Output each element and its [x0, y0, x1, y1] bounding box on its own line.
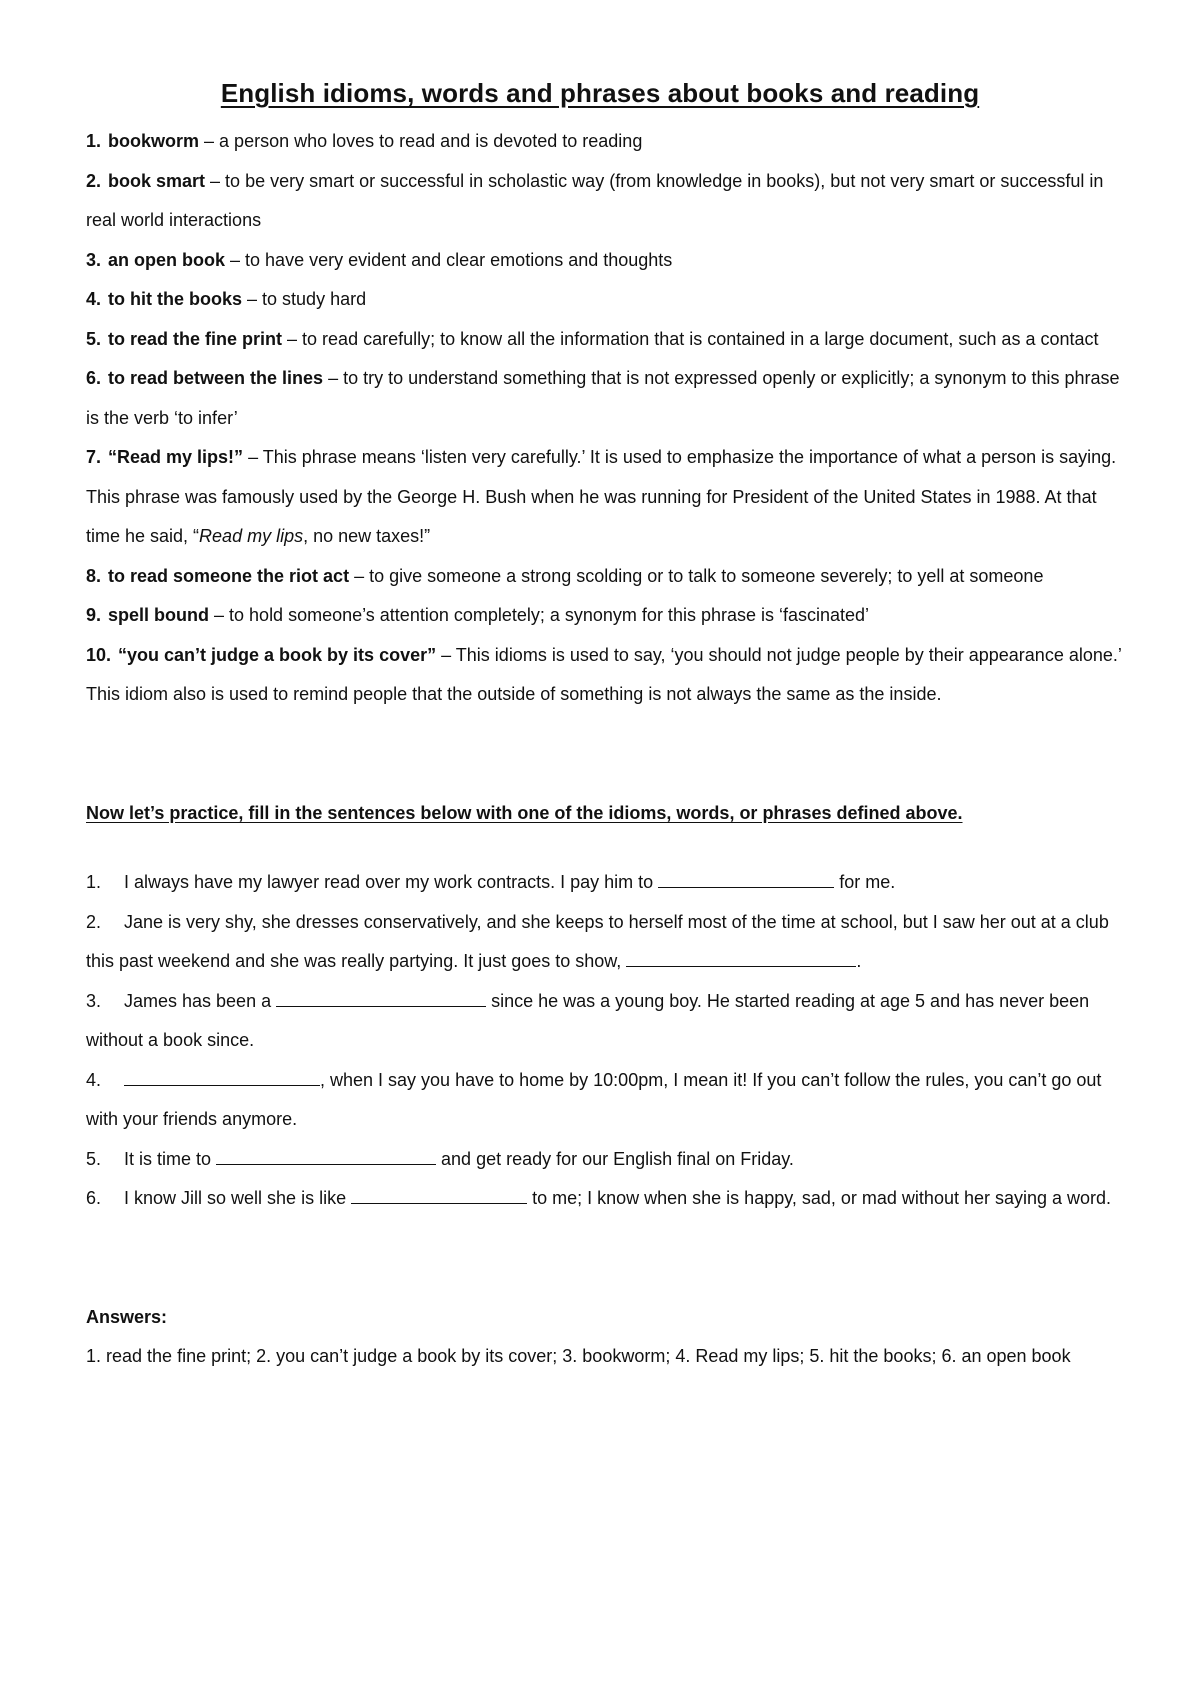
exercise-text: James has been a: [124, 990, 277, 1011]
list-item: [86, 863, 1126, 903]
item-number: 2.: [86, 170, 102, 191]
idiom-list: [86, 122, 1126, 715]
item-number: 1.: [86, 131, 102, 151]
list-item: [86, 320, 1126, 360]
item-number: 6.: [86, 368, 102, 388]
exercise-number: 2.: [86, 911, 102, 932]
exercise-text: It is time to: [124, 1148, 217, 1169]
exercise-list: [86, 863, 1126, 1219]
idiom-definition: – to have very evident and clear emotions and thoughts: [225, 249, 673, 270]
spacer: [86, 833, 1126, 863]
item-number: 3.: [86, 249, 102, 270]
item-number: 8.: [86, 565, 102, 586]
list-item: [86, 122, 1126, 162]
practice-heading: Now let’s practice, fill in the sentences below with one of the idioms, words, or phrases defined above.: [86, 802, 963, 823]
idiom-definition: – to hold someone’s attention completely; a synonym for this phrase is ‘fascinated’: [209, 605, 870, 625]
list-item: [86, 1140, 1126, 1180]
item-number: 10.: [86, 644, 112, 665]
spacer: [86, 715, 1126, 794]
idiom-term: “Read my lips!”: [108, 447, 244, 467]
list-item: [86, 162, 1126, 241]
document-body: [86, 122, 1126, 1377]
idiom-term: book smart: [108, 170, 206, 191]
spacer: [86, 1219, 1126, 1298]
list-item: [86, 557, 1126, 597]
idiom-definition: – to study hard: [242, 289, 367, 309]
idiom-term: to read between the lines: [108, 368, 324, 388]
list-item: [86, 903, 1126, 982]
exercise-text-end: to me; I know when she is happy, sad, or mad without her saying a word.: [527, 1188, 1112, 1208]
answers-label: Answers:: [86, 1306, 168, 1327]
idiom-definition: – This idioms is used to say, ‘you should not judge people by their appearance alone.’ This idiom also is used to remind people that the outside of something is not always the same as the inside.: [86, 644, 1122, 704]
idiom-term: to read someone the riot act: [108, 565, 350, 586]
exercise-number: 6.: [86, 1188, 102, 1208]
idiom-definition: – to be very smart or successful in scholastic way (from knowledge in books), but not very smart or successful in real world interactions: [86, 170, 1104, 230]
list-item: [86, 636, 1126, 715]
list-item: [86, 1179, 1126, 1219]
exercise-text-end: , when I say you have to home by 10:00pm, I mean it! If you can’t follow the rules, you can’t go out with your friends anymore.: [86, 1069, 1102, 1129]
idiom-definition: – a person who loves to read and is devoted to reading: [199, 131, 643, 151]
idiom-definition: – to read carefully; to know all the information that is contained in a large document, such as a contact: [282, 328, 1099, 349]
list-item: [86, 241, 1126, 281]
list-item: [86, 1061, 1126, 1140]
exercise-number: 4.: [86, 1069, 102, 1090]
idiom-definition-end: , no new taxes!”: [303, 526, 431, 546]
idiom-term: an open book: [108, 249, 226, 270]
fill-in-blank[interactable]: [351, 1189, 527, 1204]
exercise-text-end: since he was a young boy. He started reading at age 5 and has never been without a book since.: [86, 990, 1090, 1050]
idiom-definition: – This phrase means ‘listen very carefully.’ It is used to emphasize the importance of what a person is saying. This phrase was famously used by the George H. Bush when he was running for President of the United States in 1988. At that time he said, “: [86, 447, 1117, 546]
exercise-text: I always have my lawyer read over my work contracts. I pay him to: [124, 872, 659, 892]
idiom-definition: – to try to understand something that is not expressed openly or explicitly; a synonym to this phrase is the verb ‘to infer’: [86, 368, 1120, 428]
exercise-number: 5.: [86, 1148, 102, 1169]
exercise-number: 1.: [86, 872, 102, 892]
item-number: 4.: [86, 289, 102, 309]
idiom-term: spell bound: [108, 605, 210, 625]
idiom-quote-italic: Read my lips: [199, 526, 304, 546]
fill-in-blank[interactable]: [124, 1071, 320, 1086]
idiom-term: to read the fine print: [108, 328, 283, 349]
list-item: [86, 280, 1126, 320]
fill-in-blank[interactable]: [626, 952, 856, 967]
exercise-number: 3.: [86, 990, 102, 1011]
exercise-text: Jane is very shy, she dresses conservatively, and she keeps to herself most of the time at school, but I saw her out at a club this past weekend and she was really partying. It just goes to show,: [86, 911, 1109, 971]
idiom-term: “you can’t judge a book by its cover”: [118, 644, 437, 665]
item-number: 7.: [86, 447, 102, 467]
exercise-text: I know Jill so well she is like: [124, 1188, 352, 1208]
item-number: 9.: [86, 605, 102, 625]
idiom-term: bookworm: [108, 131, 200, 151]
list-item: [86, 982, 1126, 1061]
fill-in-blank[interactable]: [276, 992, 486, 1007]
fill-in-blank[interactable]: [658, 873, 834, 888]
idiom-definition: – to give someone a strong scolding or to talk to someone severely; to yell at someone: [349, 565, 1044, 586]
list-item: [86, 596, 1126, 636]
answers-text: 1. read the fine print; 2. you can’t judge a book by its cover; 3. bookworm; 4. Read my lips; 5. hit the books; 6. an open book: [86, 1346, 1071, 1366]
page-title: English idioms, words and phrases about books and reading: [220, 78, 980, 108]
idiom-term: to hit the books: [108, 289, 243, 309]
list-item: [86, 359, 1126, 438]
exercise-text-end: .: [856, 951, 862, 971]
exercise-text-end: and get ready for our English final on Friday.: [436, 1148, 794, 1169]
item-number: 5.: [86, 328, 102, 349]
list-item: [86, 438, 1126, 557]
exercise-text-end: for me.: [834, 872, 896, 892]
fill-in-blank[interactable]: [216, 1150, 436, 1165]
